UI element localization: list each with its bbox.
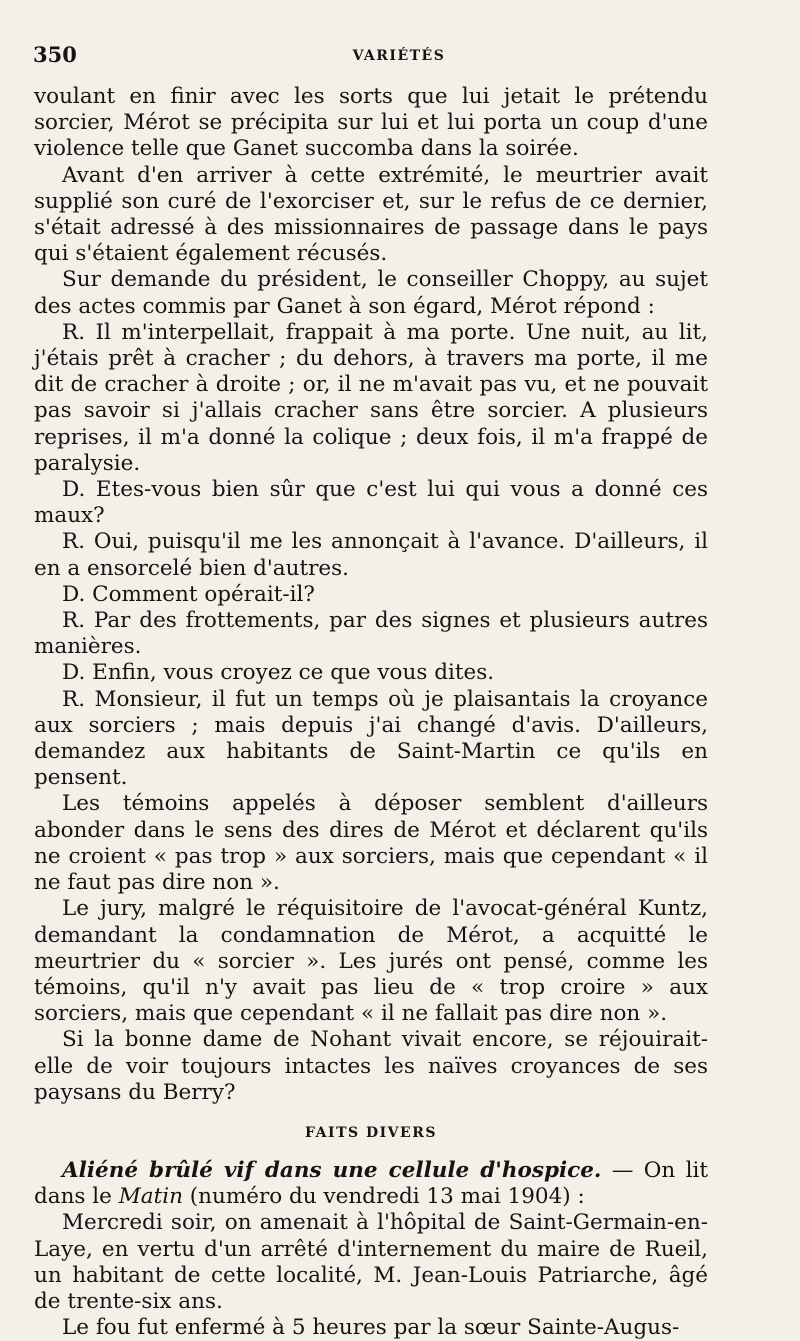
paragraph: Le jury, malgré le réquisitoire de l'avocat-général Kuntz, demandant la condamnation de Mérot, a acquitté le meurtrier du « sorcier ». Les jurés ont pensé, comme les témoins, qu'il n'y avait pas lieu de « trop croire » aux sorciers, mais que cependant « il ne fallait pas dire non ». [34, 896, 708, 1027]
paragraph: Sur demande du président, le conseiller Choppy, au sujet des actes commis par Ganet à son égard, Mérot répond : [34, 267, 708, 319]
page-body [34, 84, 708, 1341]
dialogue-line: R. Il m'interpellait, frappait à ma porte. Une nuit, au lit, j'étais prêt à cracher ; du dehors, à travers ma porte, il me dit de cracher à droite ; or, il ne m'avait pas vu, et ne pouvait pas savoir si j'allais cracher sans être sorcier. A plusieurs reprises, il m'a donné la colique ; deux fois, il m'a frappé de paralysie. [34, 319, 708, 476]
page-number: 350 [33, 42, 77, 67]
article-source: Matin [118, 1184, 183, 1210]
paragraph: voulant en finir avec les sorts que lui jetait le prétendu sorcier, Mérot se précipita sur lui et lui porta un coup d'une violence telle que Ganet succomba dans la soirée. [34, 84, 708, 162]
paragraph: Avant d'en arriver à cette extrémité, le meurtrier avait supplié son curé de l'exorciser et, sur le refus de ce dernier, s'était adressé à des missionnaires de passage dans le pays qui s'étaient également récusés. [34, 162, 708, 267]
section-title: FAITS DIVERS [305, 1124, 437, 1141]
paragraph: Mercredi soir, on amenait à l'hôpital de Saint-Germain-en-Laye, en vertu d'un arrêté d'internement du maire de Rueil, un habitant de cette localité, M. Jean-Louis Patriarche, âgé de trente-six ans. [34, 1210, 708, 1314]
dialogue-line: D. Enfin, vous croyez ce que vous dites. [62, 660, 495, 686]
dialogue-line: R. Monsieur, il fut un temps où je plaisantais la croyance aux sorciers ; mais depuis j'ai changé d'avis. D'ailleurs, demandez aux habitants de Saint-Martin ce qu'ils en pensent. [34, 686, 708, 791]
article-source-detail: (numéro du vendredi 13 mai 1904) : [182, 1184, 585, 1210]
dialogue-line: D. Etes-vous bien sûr que c'est lui qui vous a donné ces maux? [34, 477, 708, 529]
paragraph: Le fou fut enfermé à 5 heures par la sœur Sainte-Augus- [62, 1315, 680, 1341]
article-intro [34, 1158, 708, 1210]
dialogue-line: D. Comment opérait-il? [62, 581, 315, 607]
article-intro-text: — On lit dans le [34, 1157, 708, 1210]
dialogue-line: R. Oui, puisqu'il me les annonçait à l'avance. D'ailleurs, il en a ensorcelé bien d'autres. [34, 529, 708, 581]
paragraph: Les témoins appelés à déposer semblent d'ailleurs abonder dans le sens des dires de Mérot et déclarent qu'ils ne croient « pas trop » aux sorciers, mais que cependant « il ne faut pas dire non ». [34, 791, 708, 896]
article-headline: Aliéné brûlé vif dans une cellule d'hospice. [62, 1157, 602, 1183]
running-title: VARIÉTÉS [352, 48, 446, 64]
paragraph: Si la bonne dame de Nohant vivait encore, se réjouirait-elle de voir toujours intactes les naïves croyances de ses paysans du Berry? [34, 1027, 708, 1105]
running-header [33, 42, 765, 72]
dialogue-line: R. Par des frottements, par des signes et plusieurs autres manières. [34, 608, 708, 660]
